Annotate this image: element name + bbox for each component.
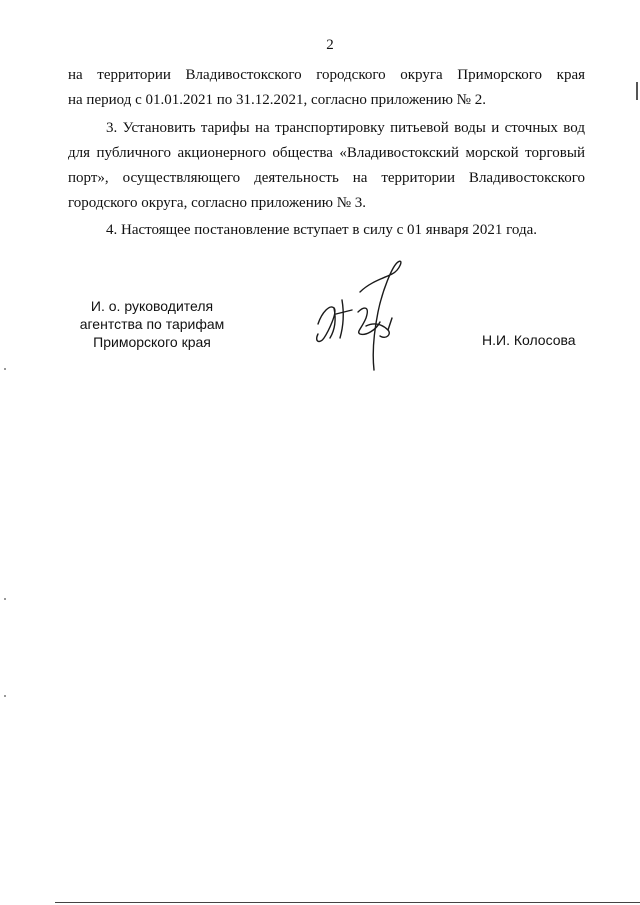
paragraph-4 <box>68 218 585 243</box>
paragraph-line: на период с 01.01.2021 по 31.12.2021, согласно приложению № 2. <box>68 92 486 108</box>
signatory-position-line: И. о. руководителя <box>90 298 214 314</box>
scan-edge-mark <box>636 82 638 100</box>
scan-speck <box>4 368 6 370</box>
scan-speck <box>4 598 6 600</box>
paragraph-line: 3. Установить тарифы на транспортировку питьевой воды и сточных вод <box>106 120 585 136</box>
signatory-position <box>62 297 242 351</box>
page-number: 2 <box>326 37 334 53</box>
scan-speck <box>4 695 6 697</box>
handwritten-signature <box>300 252 420 377</box>
signatory-position-line: агентства по тарифам <box>79 316 225 332</box>
paragraph-line: 4. Настоящее постановление вступает в силу с 01 января 2021 года. <box>106 222 538 238</box>
paragraph-line: порт», осуществляющего деятельность на территории Владивостокского <box>68 170 585 186</box>
paragraph-2-continuation <box>68 63 585 113</box>
paragraph-line: на территории Владивостокского городского округа Приморского края <box>68 67 585 83</box>
paragraph-3 <box>68 116 585 216</box>
signatory-name: Н.И. Колосова <box>482 332 576 348</box>
paragraph-line: городского округа, согласно приложению № 3. <box>68 195 367 211</box>
signatory-position-line: Приморского края <box>93 334 211 350</box>
paragraph-line: для публичного акционерного общества «Владивостокский морской торговый <box>68 145 585 161</box>
scan-bottom-edge <box>55 902 640 903</box>
